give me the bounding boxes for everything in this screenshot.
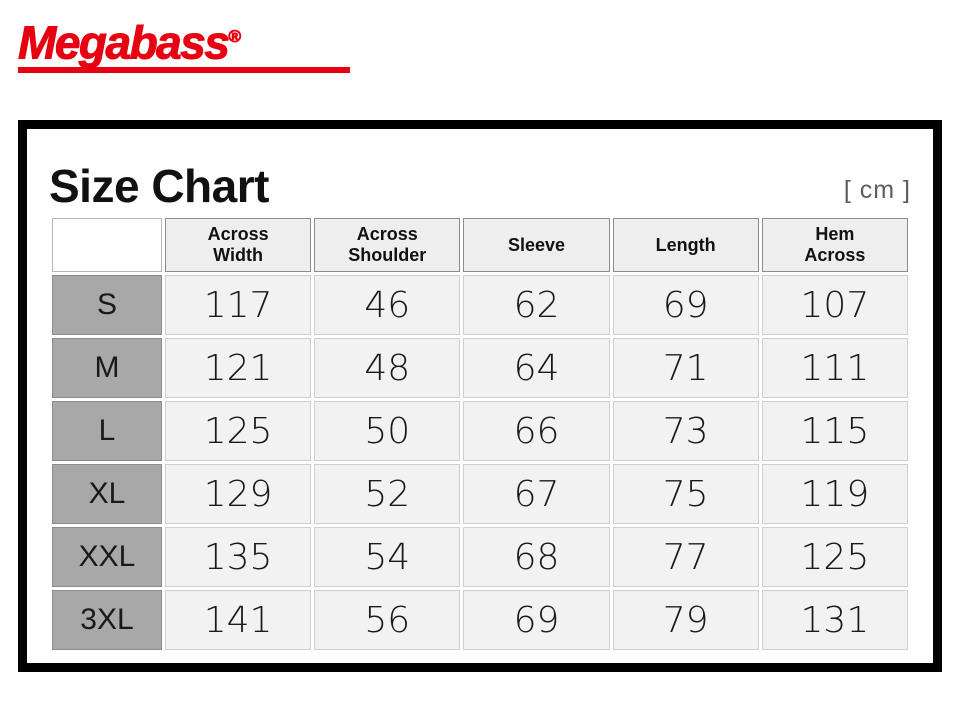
table-header-row: [52, 218, 908, 272]
column-header-sleeve: [463, 218, 609, 272]
brand-logo: [18, 14, 358, 70]
size-label-cell: M: [52, 338, 162, 398]
column-header-across-width: [165, 218, 311, 272]
measurement-cell: 141: [165, 590, 311, 650]
measurement-cell: 73: [613, 401, 759, 461]
measurement-cell: 67: [463, 464, 609, 524]
measurement-cell: 77: [613, 527, 759, 587]
measurement-cell: 69: [463, 590, 609, 650]
column-header-line: Across: [356, 224, 418, 244]
column-header-line: Shoulder: [348, 245, 427, 265]
measurement-cell: 69: [613, 275, 759, 335]
measurement-cell: 71: [613, 338, 759, 398]
table-head: [52, 218, 908, 272]
measurement-cell: 46: [314, 275, 460, 335]
size-chart-card: [18, 120, 942, 672]
table-row: [52, 464, 908, 524]
measurement-cell: 66: [463, 401, 609, 461]
column-header-line: Hem: [815, 224, 855, 244]
brand-name-text: Megabass: [18, 16, 229, 69]
column-header-line: Width: [213, 245, 263, 265]
measurement-cell: 135: [165, 527, 311, 587]
measurement-cell: 117: [165, 275, 311, 335]
size-label-cell: L: [52, 401, 162, 461]
size-chart-inner: [27, 129, 933, 663]
page-title: Size Chart: [49, 160, 269, 212]
size-label-cell: XXL: [52, 527, 162, 587]
table-corner-cell: [52, 218, 162, 272]
table-row: [52, 527, 908, 587]
measurement-cell: 68: [463, 527, 609, 587]
brand-name: [18, 14, 358, 69]
unit-label: [ cm ]: [843, 176, 911, 204]
table-body: [52, 275, 908, 650]
measurement-cell: 79: [613, 590, 759, 650]
measurement-cell: 111: [762, 338, 908, 398]
measurement-cell: 50: [314, 401, 460, 461]
measurement-cell: 48: [314, 338, 460, 398]
table-row: [52, 338, 908, 398]
size-label-cell: XL: [52, 464, 162, 524]
measurement-cell: 62: [463, 275, 609, 335]
column-header-across-shoulder: [314, 218, 460, 272]
size-label-cell: 3XL: [52, 590, 162, 650]
measurement-cell: 107: [762, 275, 908, 335]
column-header-length: [613, 218, 759, 272]
table-row: [52, 275, 908, 335]
measurement-cell: 75: [613, 464, 759, 524]
measurement-cell: 115: [762, 401, 908, 461]
column-header-line: Length: [655, 234, 716, 255]
measurement-cell: 56: [314, 590, 460, 650]
measurement-cell: 125: [165, 401, 311, 461]
size-label-cell: S: [52, 275, 162, 335]
column-header-hem-across: [762, 218, 908, 272]
registered-mark-icon: ®: [228, 27, 240, 46]
title-row: [49, 147, 911, 212]
measurement-cell: 131: [762, 590, 908, 650]
size-chart-table: [49, 215, 911, 653]
measurement-cell: 129: [165, 464, 311, 524]
column-header-line: Across: [804, 245, 866, 265]
measurement-cell: 125: [762, 527, 908, 587]
table-row: [52, 590, 908, 650]
column-header-line: Across: [207, 224, 269, 244]
measurement-cell: 54: [314, 527, 460, 587]
measurement-cell: 64: [463, 338, 609, 398]
measurement-cell: 121: [165, 338, 311, 398]
measurement-cell: 119: [762, 464, 908, 524]
table-row: [52, 401, 908, 461]
measurement-cell: 52: [314, 464, 460, 524]
column-header-line: Sleeve: [507, 234, 565, 255]
